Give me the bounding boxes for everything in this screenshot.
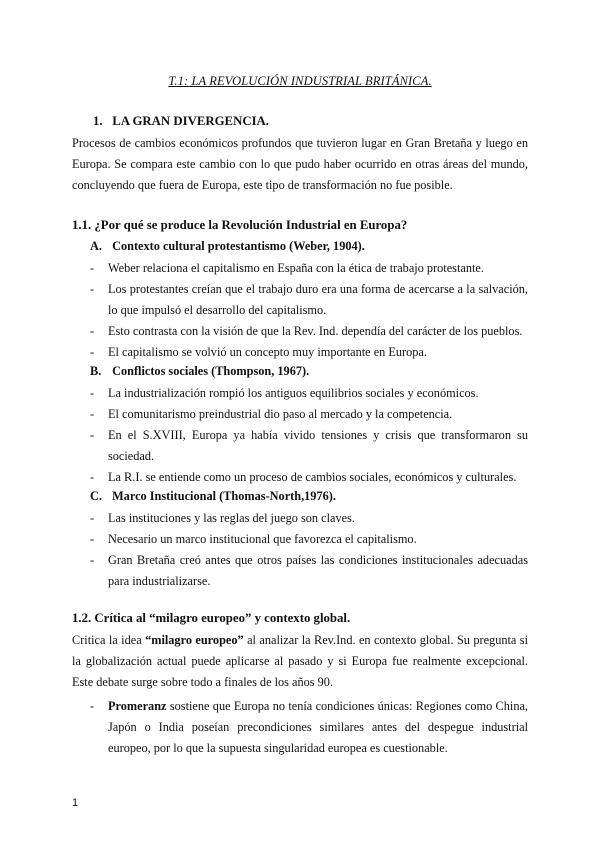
section-1-heading-text: LA GRAN DIVERGENCIA. (112, 114, 269, 128)
section-1-paragraph: Procesos de cambios económicos profundos que tuvieron lugar en Gran Bretaña y luego en Europa. Se compara este cambio con lo que pudo haber ocurrido en otras áreas del mundo, concluyendo que fuera de Europa, este tipo de transformación no fue posible. (72, 136, 528, 192)
list-item-text: La R.I. se entiende como un proceso de cambios sociales, económicos y culturales. (108, 470, 517, 484)
list-item (90, 696, 528, 759)
paragraph-emphasis: “milagro europeo” (145, 633, 244, 647)
list-item-text: Los protestantes creían que el trabajo duro era una forma de acercarse a la salvación, lo que impulsó el desarrollo del capitalismo. (108, 282, 528, 317)
list-item (90, 279, 528, 321)
list-item (90, 321, 528, 342)
bullet-dash: - (90, 324, 95, 338)
list-item-text: Weber relaciona el capitalismo en España con la ética de trabajo protestante. (108, 261, 484, 275)
list-item (90, 508, 528, 529)
subsection-b-heading (90, 364, 309, 379)
list-item-text: En el S.XVIII, Europa ya había vivido tensiones y crisis que transformaron su sociedad. (108, 428, 528, 463)
bullet-dash: - (90, 282, 95, 296)
list-item-text: Esto contrasta con la visión de que la Rev. Ind. dependía del carácter de los pueblos. (108, 324, 523, 338)
bullet-dash: - (90, 553, 95, 567)
list-item-text: El capitalismo se volvió un concepto muy importante en Europa. (108, 345, 427, 359)
list-item (90, 404, 528, 425)
page-number: 1 (72, 797, 79, 809)
subsection-a-letter: A. (90, 239, 102, 253)
subsection-c-letter: C. (90, 489, 102, 503)
bullet-dash: - (90, 407, 95, 421)
list-item-text: Las instituciones y las reglas del juego son claves. (108, 511, 355, 525)
list-item-text (108, 696, 528, 759)
list-item (90, 383, 528, 404)
section-1-heading (93, 114, 269, 129)
list-item (90, 467, 528, 488)
author-name: Promeranz (108, 699, 167, 713)
subsection-b-letter: B. (90, 364, 102, 378)
section-1-2-paragraph (72, 630, 528, 693)
subsection-c-title: Marco Institucional (Thomas-North,1976). (112, 489, 336, 503)
subsection-a-heading (90, 239, 365, 254)
list-item (90, 258, 528, 279)
bullet-dash: - (90, 261, 95, 275)
list-item (90, 342, 528, 363)
list-item-text: Gran Bretaña creó antes que otros países las condiciones institucionales adecuadas para industrializarse. (108, 553, 528, 588)
list-item-text: Necesario un marco institucional que favorezca el capitalismo. (108, 532, 417, 546)
bullet-dash: - (90, 345, 95, 359)
document-title: T.1: LA REVOLUCIÓN INDUSTRIAL BRITÁNICA. (168, 74, 432, 88)
list-item-text: El comunitarismo preindustrial dio paso al mercado y la competencia. (108, 407, 453, 421)
list-item-text: La industrialización rompió los antiguos equilibrios sociales y económicos. (108, 386, 479, 400)
paragraph-text-start: Critica la idea (72, 633, 146, 647)
bullet-dash: - (90, 532, 95, 546)
bullet-dash: - (90, 428, 95, 442)
bullet-dash: - (90, 511, 95, 525)
section-1-2-heading: 1.2. Crítica al “milagro europeo” y contexto global. (72, 611, 351, 625)
subsection-c-heading (90, 489, 336, 504)
subsection-b-title: Conflictos sociales (Thompson, 1967). (112, 364, 310, 378)
bullet-dash: - (90, 386, 95, 400)
list-item-rest: sostiene que Europa no tenía condiciones únicas: Regiones como China, Japón o India poseían precondiciones similares antes del despegue industrial europeo, por lo que la supuesta singularidad europea es cuestionable. (108, 699, 528, 755)
list-item (90, 529, 528, 550)
list-item (90, 425, 528, 467)
list-item (90, 550, 528, 592)
bullet-dash: - (90, 470, 95, 484)
paragraph-text-end: al analizar la Rev.Ind. en contexto global. Su pregunta si la globalización actual puede aplicarse al pasado y si Europa fue realmente excepcional. Este debate surge sobre todo a finales de los años 90. (72, 633, 528, 689)
bullet-dash: - (90, 699, 95, 713)
section-1-number: 1. (93, 114, 103, 128)
subsection-a-title: Contexto cultural protestantismo (Weber, 1904). (112, 239, 365, 253)
section-1-1-heading: 1.1. ¿Por qué se produce la Revolución Industrial en Europa? (72, 218, 408, 232)
